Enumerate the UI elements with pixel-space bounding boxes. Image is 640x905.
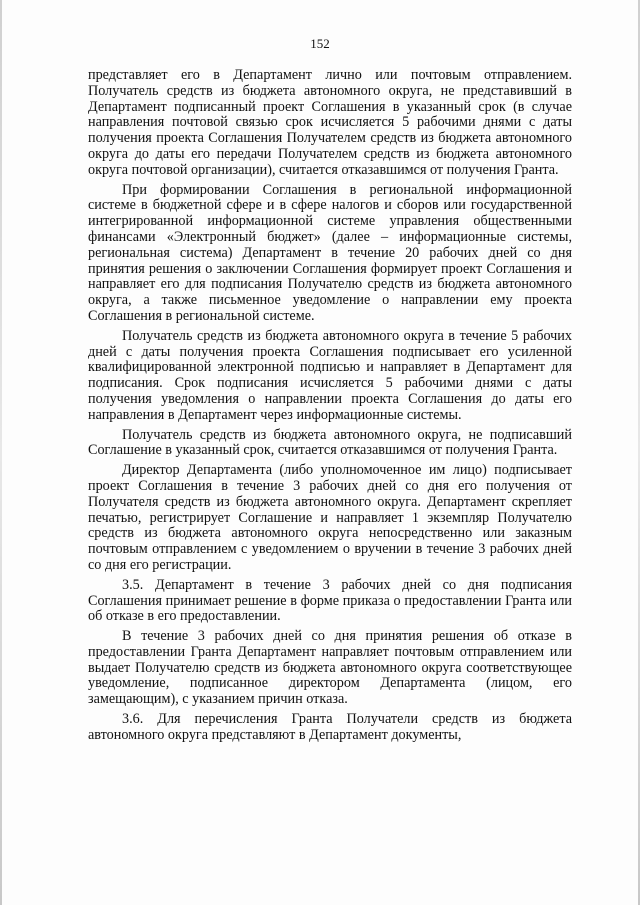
paragraph-7: В течение 3 рабочих дней со дня принятия решения об отказе в предоставлении Гранта Департамент направляет почтовым отправлением или выдает Получателю средств из бюджета автономного округа соответствующее уведомление, подписанное директором Департамента (лицом, его замещающим), с указанием причин отказа. — [88, 628, 572, 708]
paragraph-1: представляет его в Департамент лично или почтовым отправлением. Получатель средств из бюджета автономного округа, не представивший в Департамент подписанный проект Соглашения в указанный срок (в случае направления почтовой связью срок исчисляется 5 рабочими днями с даты получения проекта Соглашения Получателем средств из бюджета автономного округа до даты его передачи Получателем средств из бюджета автономного округа почтовой организации), считается отказавшимся от получения Гранта. — [88, 67, 572, 178]
paragraph-5: Директор Департамента (либо уполномоченное им лицо) подписывает проект Соглашения в течение 3 рабочих дней со дня его получения от Получателя средств из бюджета автономного округа. Департамент скрепляет печатью, регистрирует Соглашение и направляет 1 экземпляр Получателю средств из бюджета автономного округа непосредственно или заказным почтовым отправлением с уведомлением о вручении в течение 3 рабочих дней со дня его регистрации. — [88, 462, 572, 573]
paragraph-2: При формировании Соглашения в региональной информационной системе в бюджетной сфере и в сфере налогов и сборов или государственной интегрированной информационной системе управления общественными финансами «Электронный бюджет» (далее – информационные системы, региональная система) Департамент в течение 20 рабочих дней со дня принятия решения о заключении Соглашения формирует проект Соглашения и направляет его для подписания Получателю средств из бюджета автономного округа, а также письменное уведомление о направлении ему проекта Соглашения в региональной системе. — [88, 181, 572, 324]
paragraph-3: Получатель средств из бюджета автономного округа в течение 5 рабочих дней с даты получения проекта Соглашения подписывает его усиленной квалифицированной электронной подписью и направляет в Департамент для подписания. Срок подписания исчисляется 5 рабочими днями с даты получения уведомления о направлении проекта Соглашения до даты его направления в Департамент через информационные системы. — [88, 327, 572, 423]
scan-edge-left — [0, 0, 2, 905]
paragraph-6: 3.5. Департамент в течение 3 рабочих дней со дня подписания Соглашения принимает решение в форме приказа о предоставлении Гранта или об отказе в его предоставлении. — [88, 576, 572, 625]
paragraph-8: 3.6. Для перечисления Гранта Получатели средств из бюджета автономного округа представляют в Департамент документы, — [88, 711, 572, 743]
page-number: 152 — [310, 36, 330, 51]
document-body — [88, 68, 572, 748]
paragraph-4: Получатель средств из бюджета автономного округа, не подписавший Соглашение в указанный срок, считается отказавшимся от получения Гранта. — [88, 426, 572, 459]
